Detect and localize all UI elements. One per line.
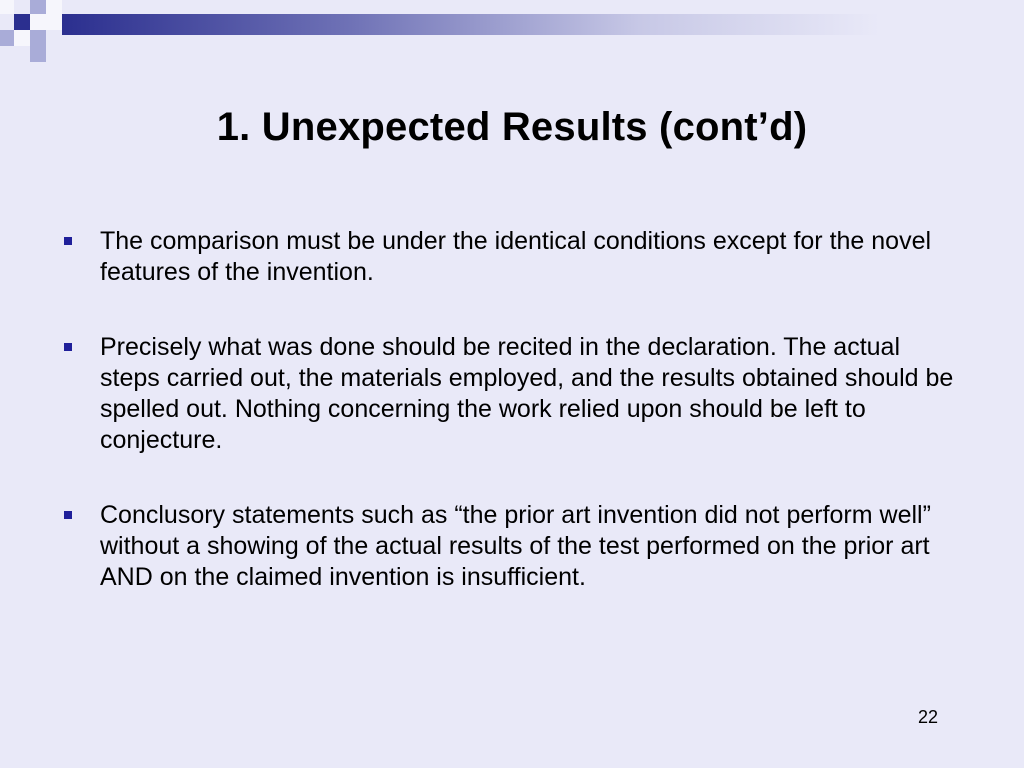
deco-square [30, 46, 46, 62]
bullet-text: Precisely what was done should be recited in the declaration. The actual steps carried out, the materials employed, and the results obtained should be spelled out. Nothing concerning the work relied upon should be left to conjecture. [100, 333, 954, 454]
bullet-text: The comparison must be under the identical conditions except for the novel features of the invention. [100, 227, 932, 286]
square-bullet-icon [64, 343, 72, 351]
page-number: 22 [917, 707, 938, 727]
header-gradient-bar [62, 14, 1024, 35]
deco-square [46, 0, 62, 14]
slide-title: 1. Unexpected Results (cont’d) [216, 105, 808, 149]
deco-square [30, 14, 46, 30]
deco-square [46, 14, 62, 30]
bullet-item [62, 332, 962, 456]
bullet-item [62, 500, 962, 593]
bullet-list [62, 226, 962, 637]
square-bullet-icon [64, 511, 72, 519]
bullet-item [62, 226, 962, 288]
square-bullet-icon [64, 237, 72, 245]
bullet-text: Conclusory statements such as “the prior art invention did not perform well” without a showing of the actual results of the test performed on the prior art AND on the claimed invention is insufficient. [100, 501, 931, 591]
deco-square [14, 14, 30, 30]
deco-square [30, 0, 46, 14]
deco-square [0, 0, 14, 14]
deco-square [30, 30, 46, 46]
deco-square [0, 30, 14, 46]
deco-square [14, 30, 30, 46]
